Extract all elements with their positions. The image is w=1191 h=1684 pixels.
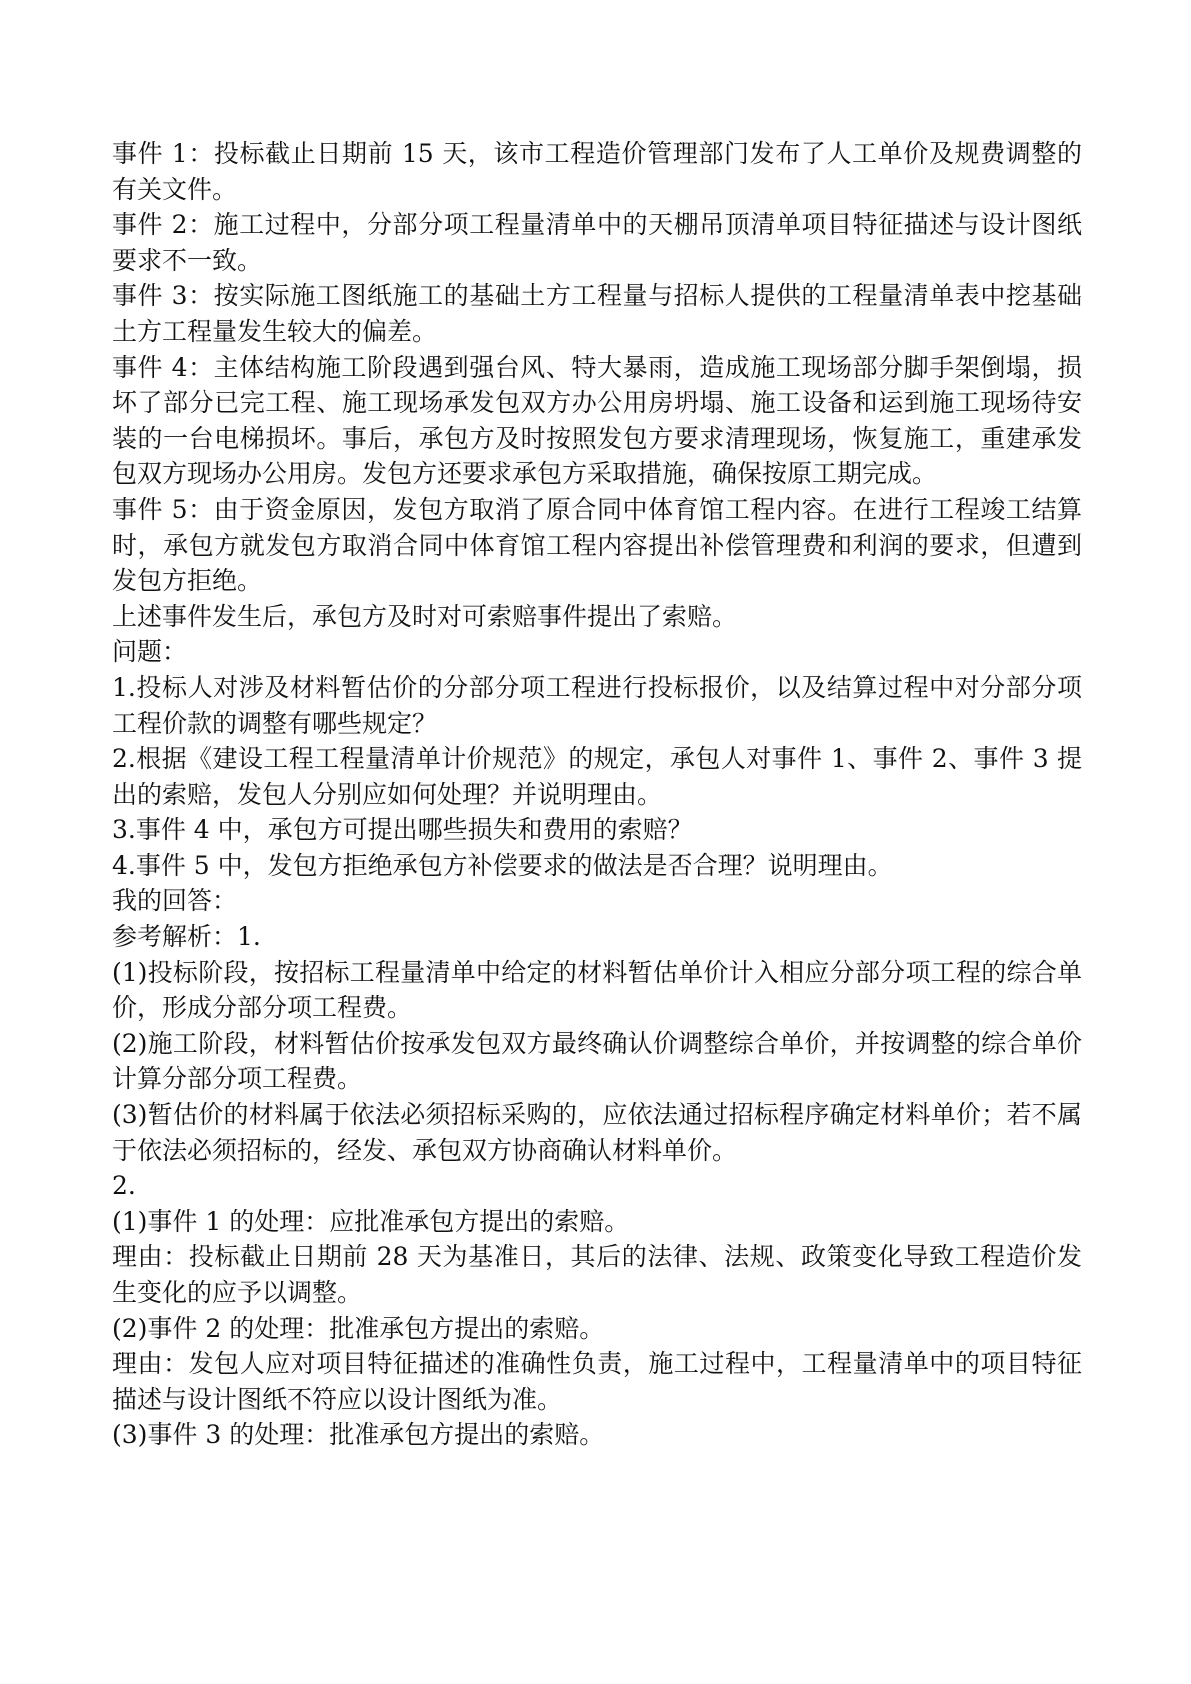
question-4: 4.事件 5 中，发包方拒绝承包方补偿要求的做法是否合理？说明理由。 — [112, 850, 893, 880]
answer-2-heading: 2. — [112, 1171, 136, 1201]
answer-2-event-2-reason: 理由：发包人应对项目特征描述的准确性负责，施工过程中，工程量清单中的项目特征描述与设计图纸不符应以设计图纸为准。 — [112, 1349, 1082, 1414]
event-5-paragraph: 事件 5：由于资金原因，发包方取消了原合同中体育馆工程内容。在进行工程竣工结算时，承包方就发包方取消合同中体育馆工程内容提出补偿管理费和利润的要求，但遭到发包方拒绝。 — [112, 494, 1082, 596]
question-1: 1.投标人对涉及材料暂估价的分部分项工程进行投标报价，以及结算过程中对分部分项工程价款的调整有哪些规定？ — [112, 672, 1082, 738]
answer-1-item-1: (1)投标阶段，按招标工程量清单中给定的材料暂估单价计入相应分部分项工程的综合单价，形成分部分项工程费。 — [112, 957, 1082, 1023]
answer-1-item-2: (2)施工阶段，材料暂估价按承发包双方最终确认价调整综合单价，并按调整的综合单价计算分部分项工程费。 — [112, 1028, 1082, 1094]
answer-2-event-2: (2)事件 2 的处理：批准承包方提出的索赔。 — [112, 1313, 605, 1343]
question-2: 2.根据《建设工程工程量清单计价规范》的规定，承包人对事件 1、事件 2、事件 3 提出的索赔，发包人分别应如何处理？并说明理由。 — [112, 744, 1082, 809]
event-1-paragraph: 事件 1：投标截止日期前 15 天，该市工程造价管理部门发布了人工单价及规费调整的有关文件。 — [112, 139, 1082, 204]
reference-analysis-heading: 参考解析：1. — [112, 922, 261, 952]
answer-2-event-3: (3)事件 3 的处理：批准承包方提出的索赔。 — [112, 1420, 605, 1450]
event-4-paragraph: 事件 4：主体结构施工阶段遇到强台风、特大暴雨，造成施工现场部分脚手架倒塌，损坏了部分已完工程、施工现场承发包双方办公用房坍塌、施工设备和运到施工现场待安装的一台电梯损坏。事后，承包方及时按照发包方要求清理现场，恢复施工，重建承发包双方现场办公用房。发包方还要求承包方采取措施，确保按原工期完成。 — [112, 352, 1082, 489]
event-3-paragraph: 事件 3：按实际施工图纸施工的基础土方工程量与招标人提供的工程量清单表中挖基础土方工程量发生较大的偏差。 — [112, 281, 1082, 346]
answer-1-item-3: (3)暂估价的材料属于依法必须招标采购的，应依法通过招标程序确定材料单价；若不属于依法必须招标的，经发、承包双方协商确认材料单价。 — [112, 1100, 1082, 1165]
document-body — [112, 136, 1082, 1453]
claim-summary-paragraph: 上述事件发生后，承包方及时对可索赔事件提出了索赔。 — [112, 601, 738, 631]
question-3: 3.事件 4 中，承包方可提出哪些损失和费用的索赔？ — [112, 815, 693, 845]
questions-heading: 问题： — [112, 637, 188, 667]
my-answer-heading: 我的回答： — [112, 886, 238, 916]
answer-2-event-1: (1)事件 1 的处理：应批准承包方提出的索赔。 — [112, 1206, 630, 1236]
event-2-paragraph: 事件 2：施工过程中，分部分项工程量清单中的天棚吊顶清单项目特征描述与设计图纸要求不一致。 — [112, 210, 1082, 275]
answer-2-event-1-reason: 理由：投标截止日期前 28 天为基准日，其后的法律、法规、政策变化导致工程造价发生变化的应予以调整。 — [112, 1242, 1082, 1307]
